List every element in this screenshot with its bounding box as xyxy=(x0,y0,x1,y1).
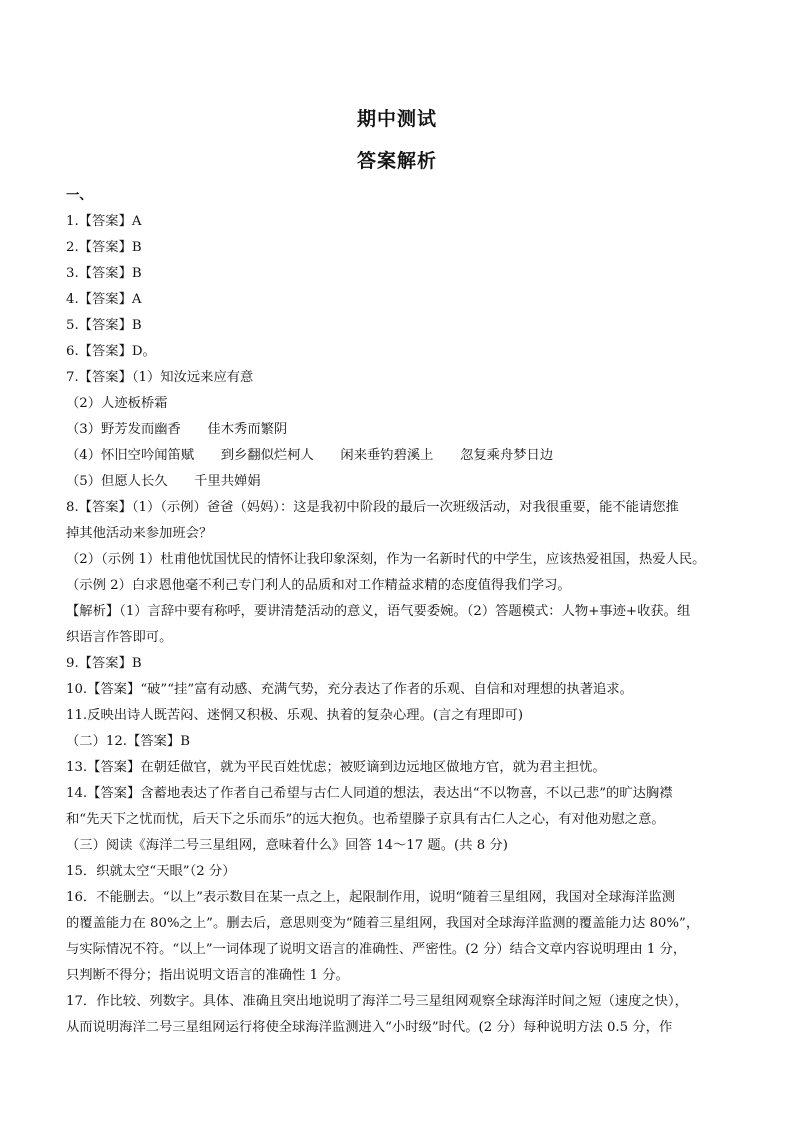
text-line: 10.【答案】“破”“挂”富有动感、充满气势，充分表达了作者的乐观、自信和对理想的执著追求。 xyxy=(66,682,633,697)
page-subtitle: 答案解析 xyxy=(356,150,437,172)
text-line: 3.【答案】B xyxy=(66,266,142,281)
text-line: （3）野芳发而幽香 佳木秀而繁阴 xyxy=(66,422,288,437)
section-heading: 一、 xyxy=(66,188,93,203)
text-line: （5）但愿人长久 千里共婵娟 xyxy=(66,474,261,489)
text-line: 14.【答案】含蓄地表达了作者自己希望与古仁人同道的想法，表达出“不以物喜，不以己悲”的旷达胸襟 xyxy=(66,786,673,801)
text-line: 1.【答案】A xyxy=(66,214,142,229)
text-line: 2.【答案】B xyxy=(66,240,142,255)
text-line: 8.【答案】（1）（示例）爸爸（妈妈）：这是我初中阶段的最后一次班级活动，对我很重要，能不能请您推 xyxy=(66,500,679,515)
text-line: 6.【答案】D。 xyxy=(66,344,156,359)
text-line: 掉其他活动来参加班会？ xyxy=(66,526,213,541)
text-line: 从而说明海洋二号三星组网运行将使全球海洋监测进入“小时级”时代。(2 分）每种说明方法 0.5 分，作 xyxy=(66,1020,673,1035)
text-line: （示例 2）白求恩他毫不利己专门利人的品质和对工作精益求精的态度值得我们学习。 xyxy=(66,578,571,593)
text-line: 17．作比较、列数字。具体、准确且突出地说明了海洋二号三星组网观察全球海洋时间之短（速度之快）， xyxy=(66,994,688,1009)
text-line: 【解析】（1）言辞中要有称呼，要讲清楚活动的意义，语气要委婉。（2）答题模式：人物+事迹+收获。组 xyxy=(66,604,691,619)
text-line: （2）人迹板桥霜 xyxy=(66,396,168,411)
text-line: 5.【答案】B xyxy=(66,318,142,333)
text-line: 13.【答案】在朝廷做官，就为平民百姓忧虑；被贬谪到边远地区做地方官，就为君主担忧。 xyxy=(66,760,606,775)
text-line: 7.【答案】（1）知汝远来应有意 xyxy=(66,370,254,385)
text-line: 16．不能删去。“以上”表示数目在某一点之上，起限制作用，说明“随着三星组网，我国对全球海洋监测 xyxy=(66,890,676,905)
text-line: 9.【答案】B xyxy=(66,656,142,671)
text-line: （二）12.【答案】B xyxy=(66,734,190,749)
text-line: （4）怀旧空吟闻笛赋 到乡翻似烂柯人 闲来垂钓碧溪上 忽复乘舟梦日边 xyxy=(66,448,554,463)
text-line: 11.反映出诗人既苦闷、迷惘又积极、乐观、执着的复杂心理。(言之有理即可) xyxy=(66,708,524,723)
text-line: 的覆盖能力在 80%之上”。删去后，意思则变为“随着三星组网，我国对全球海洋监测的覆盖能力达 80%”， xyxy=(66,916,700,931)
text-line: （2）（示例 1）杜甫他忧国忧民的情怀让我印象深刻，作为一名新时代的中学生，应该热爱祖国，热爱人民。 xyxy=(66,552,706,567)
text-line: 只判断不得分；指出说明文语言的准确性 1 分。 xyxy=(66,968,349,983)
answer-content xyxy=(66,183,730,1041)
text-line: 15．织就太空“天眼”（2 分） xyxy=(66,864,236,879)
text-line: 和“先天下之忧而忧，后天下之乐而乐”的远大抱负。也希望滕子京具有古仁人之心，有对他劝慰之意。 xyxy=(66,812,665,827)
text-line: 4.【答案】A xyxy=(66,292,142,307)
text-line: 与实际情况不符。“以上”一词体现了说明文语言的准确性、严密性。(2 分）结合文章内容说明理由 1 分， xyxy=(66,942,687,957)
page-title: 期中测试 xyxy=(356,108,437,130)
text-line: （三）阅读《海洋二号三星组网，意味着什么》回答 14～17 题。(共 8 分) xyxy=(66,838,508,853)
text-line: 织语言作答即可。 xyxy=(66,630,173,645)
